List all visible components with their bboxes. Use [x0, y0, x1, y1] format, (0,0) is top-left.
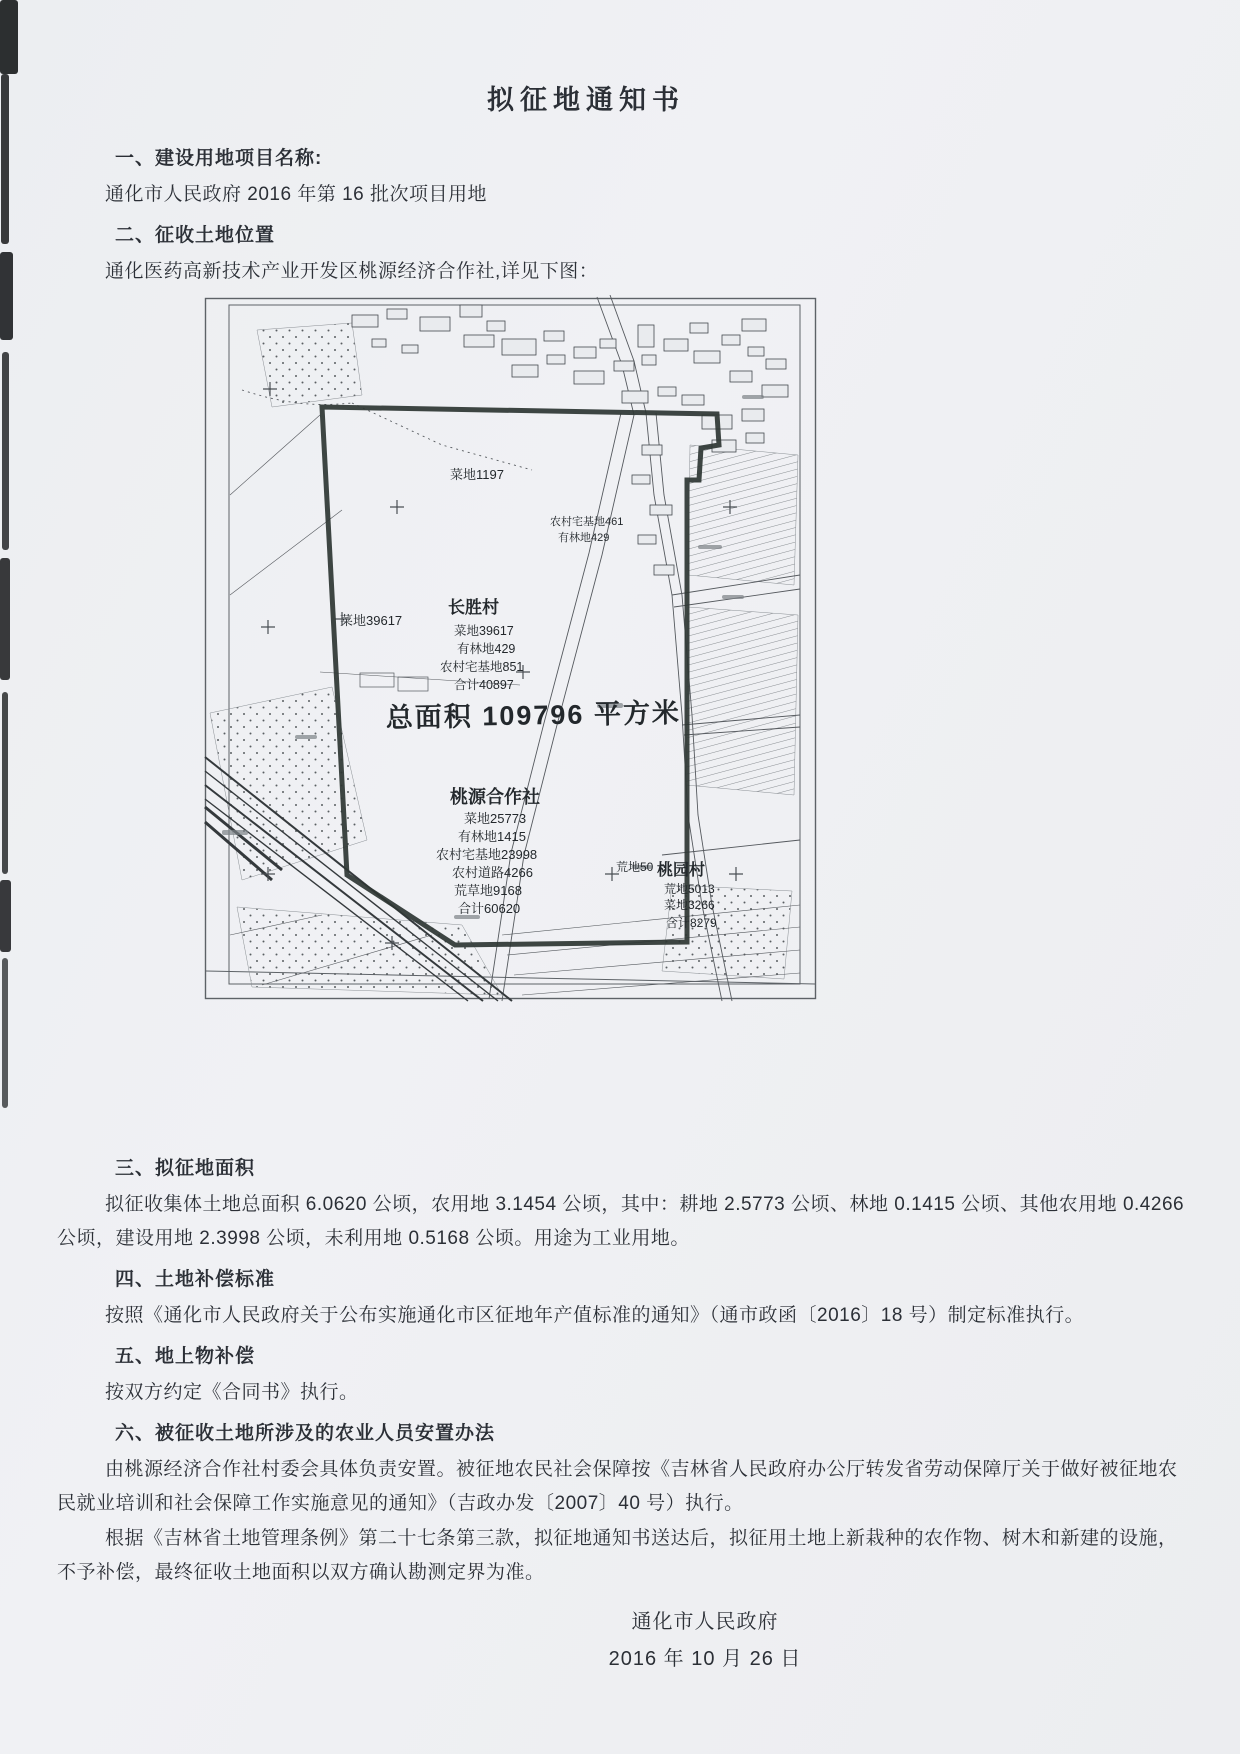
map-label-taoyuan-village-line: 菜地3266	[664, 898, 715, 912]
map-label-changsheng-line: 菜地39617	[454, 624, 514, 638]
signature-block	[490, 1604, 920, 1678]
map-label-taoyuan-coop-name: 桃源合作社	[450, 787, 540, 807]
scan-artifact	[2, 958, 8, 1108]
map-label-taoyuan-coop-line: 农村道路4266	[452, 865, 533, 880]
map-label-caidi-left: 菜地39617	[340, 613, 403, 628]
section-4-paragraph: 按照《通化市人民政府关于公布实施通化市区征地年产值标准的通知》（通市政函〔2016〕18 号）制定标准执行。	[105, 1305, 1085, 1326]
signature-org: 通化市人民政府	[631, 1611, 779, 1633]
map-label-taoyuan-coop-line: 农村宅基地23998	[436, 847, 538, 862]
map-label-taoyuan-village-line: 荒地5013	[664, 882, 715, 896]
map-label-huangdi-50: 荒地50	[616, 860, 654, 874]
section-2-heading: 二、征收土地位置	[115, 225, 276, 246]
map-label-changsheng-line: 农村宅基地851	[440, 660, 524, 674]
map-label-taoyuan-coop-line: 菜地25773	[464, 811, 527, 826]
section-2-paragraph: 通化医药高新技术产业开发区桃源经济合作社,详见下图：	[105, 261, 599, 282]
section-3-paragraph: 拟征收集体土地总面积 6.0620 公顷，农用地 3.1454 公顷，其中：耕地 2.5773 公顷、林地 0.1415 公顷、其他农用地 0.4266 公顷，建设用地 2.3998 公顷，未利用地 0.5168 公顷。用途为工业用地。	[57, 1194, 1185, 1249]
map-label-taoyuan-coop-line: 合计60620	[458, 901, 521, 916]
section-4-heading: 四、土地补偿标准	[115, 1269, 276, 1290]
map-label-changsheng-line: 合计40897	[454, 678, 514, 692]
scan-artifact	[0, 558, 10, 680]
land-map-svg	[202, 295, 820, 1003]
page-title: 拟征地通知书	[487, 85, 685, 115]
map-label-taoyuan-village-line: 合计8279	[666, 916, 717, 930]
map-label-zhaijidi-461: 农村宅基地461	[550, 516, 624, 528]
section-6-heading: 六、被征收土地所涉及的农业人员安置办法	[115, 1423, 496, 1444]
land-map	[202, 295, 820, 1003]
section-3-heading: 三、拟征地面积	[115, 1158, 256, 1179]
scan-artifact	[2, 352, 9, 550]
map-label-changsheng-name: 长胜村	[448, 598, 499, 617]
section-1-heading: 一、建设用地项目名称:	[115, 148, 323, 169]
map-label-youlindi-429: 有林地429	[558, 532, 610, 544]
map-label-taoyuan-village-name: 桃园村	[657, 862, 706, 879]
map-label-caidi-top: 菜地1197	[450, 467, 504, 482]
scan-artifact	[0, 252, 13, 340]
section-1-paragraph: 通化市人民政府 2016 年第 16 批次项目用地	[105, 184, 488, 205]
map-labels	[340, 467, 717, 930]
scan-artifact	[2, 692, 8, 874]
section-6-paragraph: 由桃源经济合作社村委会具体负责安置。被征地农民社会保障按《吉林省人民政府办公厅转发省劳动保障厅关于做好被征地农民就业培训和社会保障工作实施意见的通知》（吉政办发〔2007〕40 号）执行。	[57, 1459, 1178, 1514]
map-label-total-area: 总面积 109796 平方米	[385, 697, 682, 733]
map-label-taoyuan-coop-line: 荒草地9168	[454, 883, 522, 898]
document-content	[57, 143, 1190, 1678]
signature-date: 2016 年 10 月 26 日	[608, 1648, 802, 1670]
map-label-taoyuan-coop-line: 有林地1415	[458, 829, 526, 844]
map-label-changsheng-line: 有林地429	[457, 642, 516, 656]
section-5-heading: 五、地上物补偿	[115, 1346, 256, 1367]
section-5-paragraph: 按双方约定《合同书》执行。	[105, 1382, 359, 1403]
scan-artifact	[0, 880, 11, 952]
section-6-paragraph: 根据《吉林省土地管理条例》第二十七条第三款，拟征地通知书送达后，拟征用土地上新栽种的农作物、树木和新建的设施，不予补偿，最终征收土地面积以双方确认勘测定界为准。	[57, 1528, 1178, 1583]
